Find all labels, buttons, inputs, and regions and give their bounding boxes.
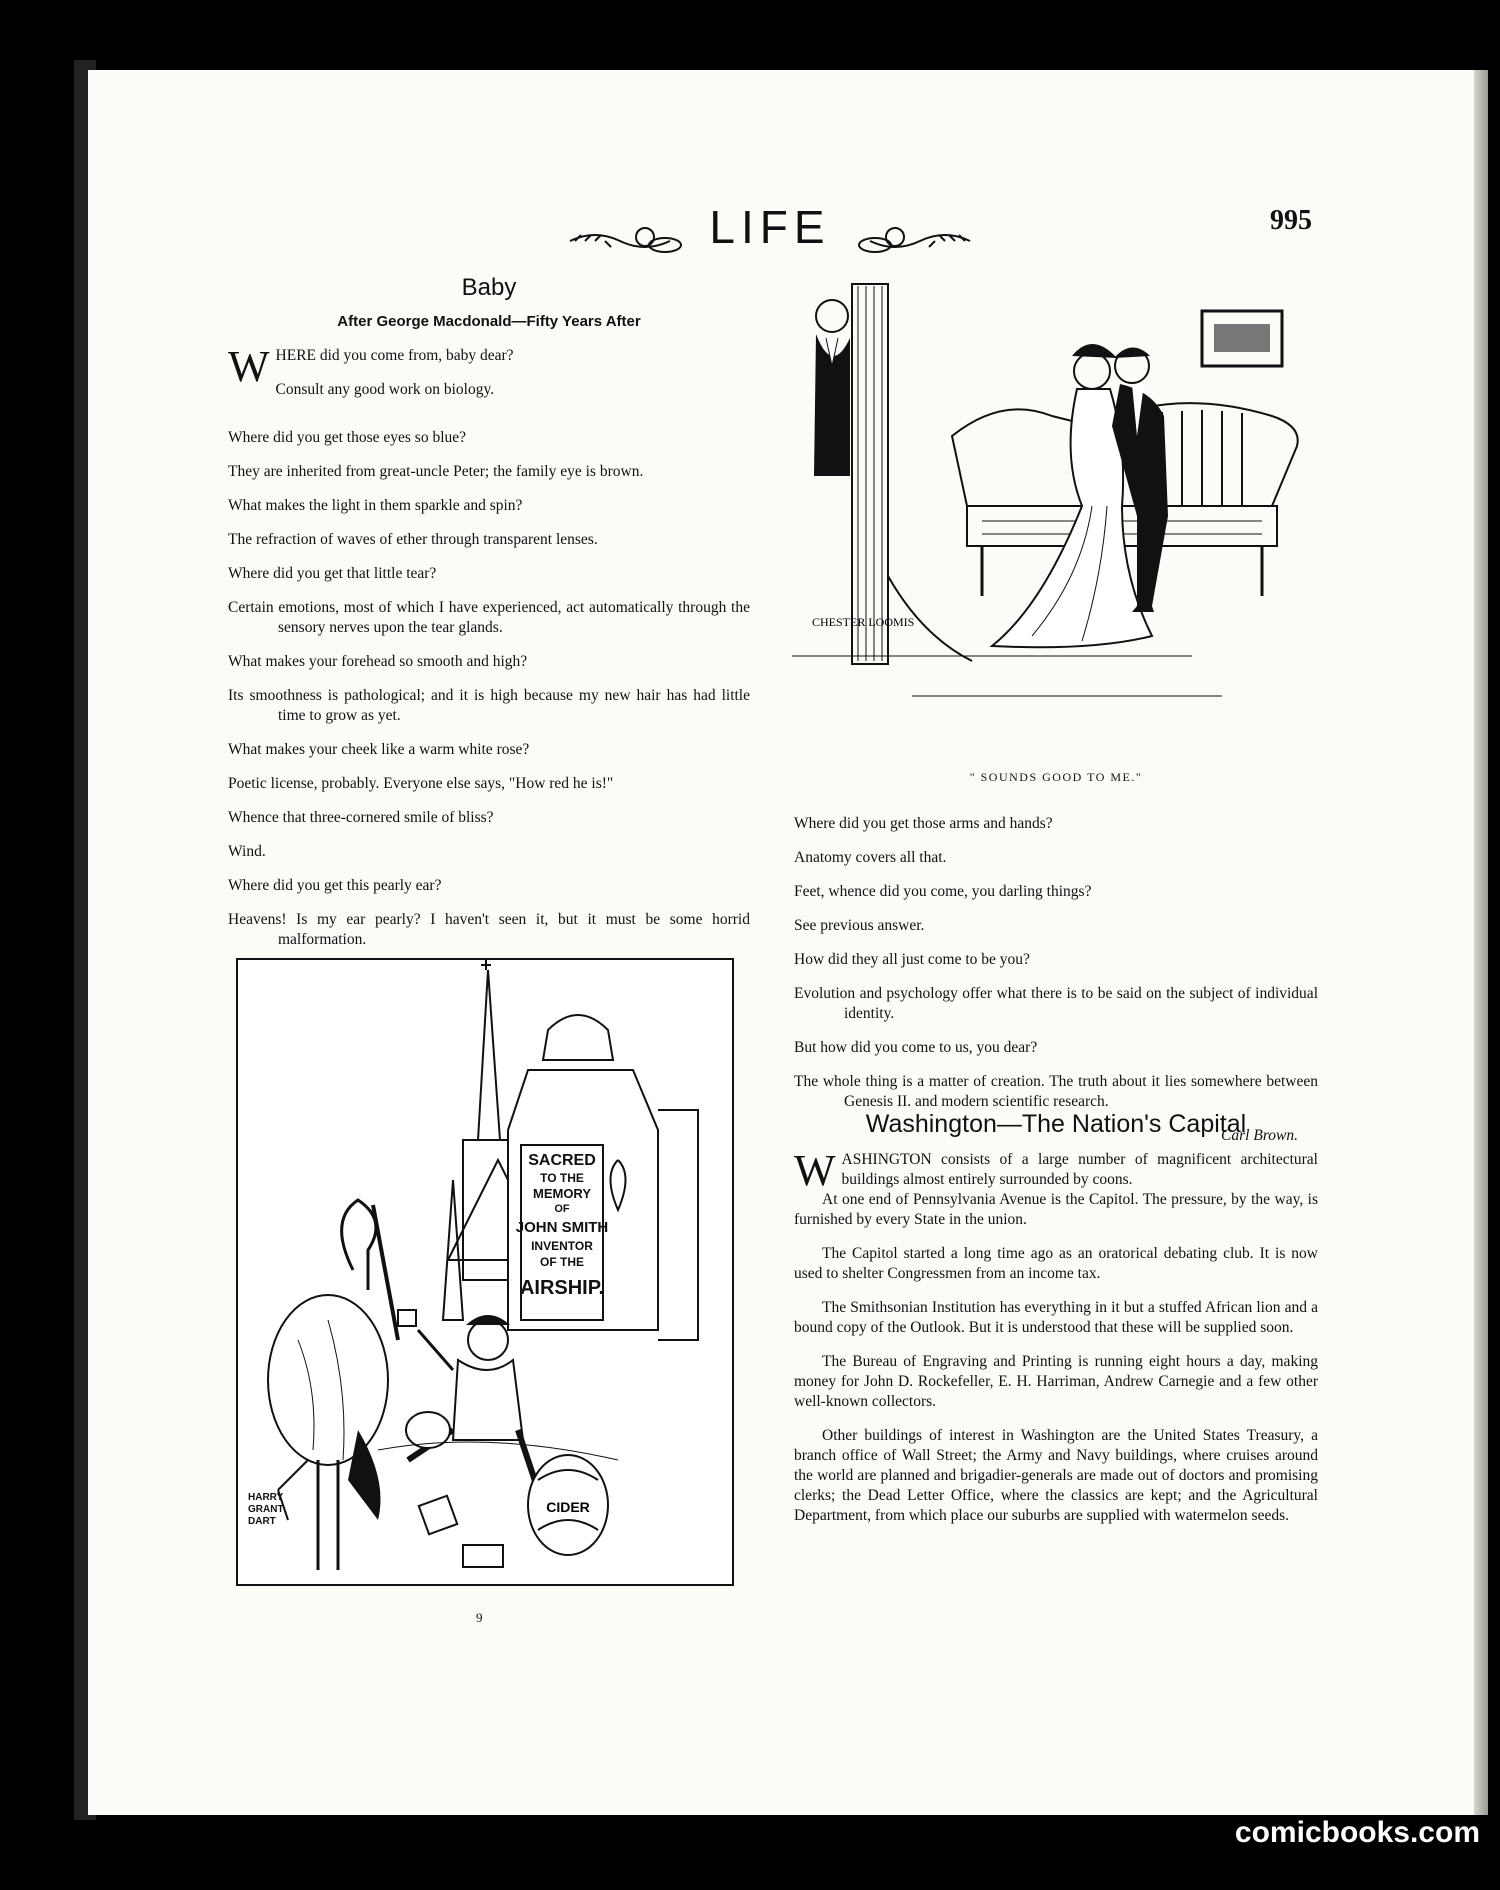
artist-signature: DART [248, 1516, 276, 1527]
stanza [228, 564, 750, 638]
stanza-question: Where did you get those eyes so blue? [228, 429, 467, 446]
article-title: Washington—The Nation's Capital [865, 1110, 1247, 1138]
stanza [228, 876, 750, 950]
page-number: 995 [1270, 205, 1312, 236]
illustration-caption: " SOUNDS GOOD TO ME." [969, 770, 1143, 784]
stanza-answer: Consult any good work on biology. [275, 381, 495, 398]
drop-cap: W [794, 1146, 836, 1195]
airship-drawing [238, 960, 732, 1584]
monument-line: INVENTOR [531, 1239, 593, 1253]
monument-line: SACRED [528, 1152, 596, 1169]
stanza-question: Where did you get that little tear? [228, 565, 437, 582]
drop-cap: W [228, 342, 270, 391]
stanza-answer: The refraction of waves of ether through transparent lenses. [228, 531, 598, 548]
monument-line: JOHN SMITH [515, 1219, 609, 1236]
stanza-answer: Poetic license, probably. Everyone else says, "How red he is!" [228, 775, 614, 792]
stanza [794, 814, 1318, 868]
stanza [228, 652, 750, 726]
poem-subtitle: After George Macdonald—Fifty Years After [337, 313, 641, 330]
stanza [228, 496, 750, 550]
airship-cartoon [236, 958, 734, 1586]
masthead [540, 200, 1000, 260]
artist-signature: GRANT [248, 1504, 284, 1515]
stanza-answer: Its smoothness is pathological; and it is high because my new hair has had little time to grow as yet. [228, 687, 750, 724]
monument-line: OF [554, 1203, 570, 1215]
magazine-title: LIFE [709, 201, 831, 253]
article-paragraph: Other buildings of interest in Washington are the United States Treasury, a branch office of Wall Street; the Army and Navy buildings, where cruises around the world are planned and brigadier-generals are made out of doctors and promising clerks; the Dead Letter Office, where the classics are kept; and the Agricultural Department, from which place our suburbs are supplied with watermelon seeds. [794, 1427, 1318, 1524]
article-paragraph: At one end of Pennsylvania Avenue is the Capitol. The pressure, by the way, is furnished by every State in the union. [794, 1191, 1318, 1228]
article-paragraph: The Capitol started a long time ago as an oratorical debating club. It is now used to shelter Congressmen from an income tax. [794, 1245, 1318, 1282]
stanza-question: HERE did you come from, baby dear? [275, 347, 514, 364]
monument-line: MEMORY [532, 1186, 592, 1201]
cherub-ornament-right-icon [835, 219, 975, 259]
stanza [228, 740, 750, 794]
stanza-question: Whence that three-cornered smile of bliss? [228, 809, 494, 826]
stanza [228, 808, 750, 862]
article-paragraph: ASHINGTON consists of a large number of magnificent architectural buildings almost entirely surrounded by coons. [841, 1151, 1318, 1188]
stanza [794, 950, 1318, 1024]
stanza-question: Feet, whence did you come, you darling things? [794, 883, 1092, 900]
stanza-question: What makes the light in them sparkle and spin? [228, 497, 523, 514]
artist-signature: CHESTER LOOMIS [812, 615, 915, 629]
stanza-answer: Wind. [228, 843, 266, 860]
stanza-answer: Certain emotions, most of which I have experienced, act automatically through the sensory nerves upon the tear glands. [228, 599, 750, 636]
article-lead [794, 1146, 1318, 1195]
stanza [794, 882, 1318, 936]
stanza [228, 342, 750, 414]
stanza-answer: Anatomy covers all that. [794, 849, 947, 866]
article-paragraph: The Bureau of Engraving and Printing is running eight hours a day, making money for John D. Rockefeller, E. H. Harriman, Andrew Carnegie and a few other well-known collectors. [794, 1353, 1318, 1410]
stanza-question: What makes your cheek like a warm white rose? [228, 741, 530, 758]
baby-poem-continued [794, 814, 1318, 1160]
barrel-label: CIDER [546, 1499, 590, 1515]
stanza-answer: They are inherited from great-uncle Peter; the family eye is brown. [228, 463, 644, 480]
stanza-question: But how did you come to us, you dear? [794, 1039, 1038, 1056]
stanza-question: How did they all just come to be you? [794, 951, 1030, 968]
page-edge [1474, 70, 1488, 1815]
washington-article [794, 1110, 1318, 1540]
poem-author: Carl Brown. [1221, 1127, 1298, 1144]
stanza-answer: The whole thing is a matter of creation. The truth about it lies somewhere between Genesis II. and modern scientific research. [794, 1073, 1318, 1110]
poem-title: Baby [461, 274, 517, 301]
stanza-question: Where did you get this pearly ear? [228, 877, 442, 894]
couple-drawing [792, 276, 1320, 748]
stanza-answer: Evolution and psychology offer what there is to be said on the subject of individual identity. [794, 985, 1318, 1022]
monument-line: OF THE [540, 1255, 584, 1269]
couple-illustration [792, 276, 1320, 748]
stanza-answer: Heavens! Is my ear pearly? I haven't seen it, but it must be some horrid malformation. [228, 911, 750, 948]
watermark: comicbooks.com [1234, 1816, 1480, 1849]
artist-signature: HARRY [248, 1492, 284, 1503]
monument-line: TO THE [540, 1171, 584, 1185]
stanza-answer: See previous answer. [794, 917, 925, 934]
folio-number: 9 [476, 1610, 483, 1625]
baby-poem [228, 274, 750, 964]
cherub-ornament-left-icon [565, 219, 705, 259]
monument-line: AIRSHIP. [519, 1277, 605, 1299]
stanza [228, 428, 750, 482]
stanza-question: Where did you get those arms and hands? [794, 815, 1053, 832]
article-paragraph: The Smithsonian Institution has everything in it but a stuffed African lion and a bound copy of the Outlook. But it is understood that these will be supplied soon. [794, 1299, 1318, 1336]
stanza-question: What makes your forehead so smooth and high? [228, 653, 528, 670]
